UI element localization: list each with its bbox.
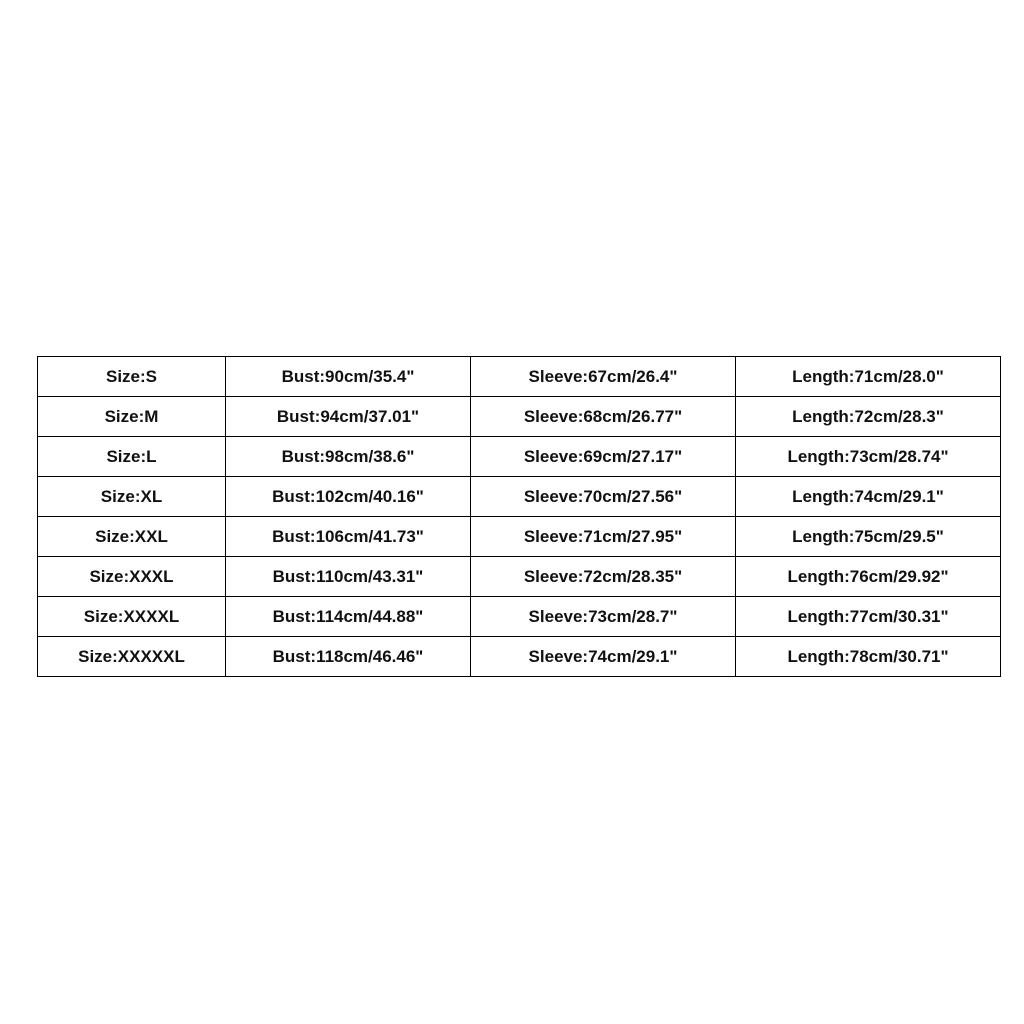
bust-cell: Bust:98cm/38.6": [226, 437, 471, 477]
size-cell: Size:XXXXL: [38, 597, 226, 637]
table-row: [38, 517, 1001, 557]
sleeve-cell: Sleeve:72cm/28.35": [471, 557, 736, 597]
length-cell: Length:76cm/29.92": [736, 557, 1001, 597]
size-chart-body: [38, 357, 1001, 677]
sleeve-cell: Sleeve:67cm/26.4": [471, 357, 736, 397]
sleeve-cell: Sleeve:73cm/28.7": [471, 597, 736, 637]
table-row: [38, 437, 1001, 477]
sleeve-cell: Sleeve:70cm/27.56": [471, 477, 736, 517]
bust-cell: Bust:110cm/43.31": [226, 557, 471, 597]
length-cell: Length:73cm/28.74": [736, 437, 1001, 477]
bust-cell: Bust:106cm/41.73": [226, 517, 471, 557]
size-cell: Size:XXL: [38, 517, 226, 557]
table-row: [38, 557, 1001, 597]
length-cell: Length:75cm/29.5": [736, 517, 1001, 557]
length-cell: Length:78cm/30.71": [736, 637, 1001, 677]
table-row: [38, 397, 1001, 437]
size-cell: Size:S: [38, 357, 226, 397]
bust-cell: Bust:114cm/44.88": [226, 597, 471, 637]
size-chart-table: [37, 356, 1001, 677]
bust-cell: Bust:102cm/40.16": [226, 477, 471, 517]
length-cell: Length:74cm/29.1": [736, 477, 1001, 517]
bust-cell: Bust:94cm/37.01": [226, 397, 471, 437]
size-cell: Size:M: [38, 397, 226, 437]
table-row: [38, 357, 1001, 397]
size-cell: Size:XXXL: [38, 557, 226, 597]
sleeve-cell: Sleeve:74cm/29.1": [471, 637, 736, 677]
bust-cell: Bust:90cm/35.4": [226, 357, 471, 397]
sleeve-cell: Sleeve:68cm/26.77": [471, 397, 736, 437]
size-cell: Size:XXXXXL: [38, 637, 226, 677]
size-cell: Size:L: [38, 437, 226, 477]
length-cell: Length:72cm/28.3": [736, 397, 1001, 437]
table-row: [38, 637, 1001, 677]
length-cell: Length:71cm/28.0": [736, 357, 1001, 397]
bust-cell: Bust:118cm/46.46": [226, 637, 471, 677]
table-row: [38, 597, 1001, 637]
table-row: [38, 477, 1001, 517]
size-cell: Size:XL: [38, 477, 226, 517]
length-cell: Length:77cm/30.31": [736, 597, 1001, 637]
sleeve-cell: Sleeve:69cm/27.17": [471, 437, 736, 477]
sleeve-cell: Sleeve:71cm/27.95": [471, 517, 736, 557]
